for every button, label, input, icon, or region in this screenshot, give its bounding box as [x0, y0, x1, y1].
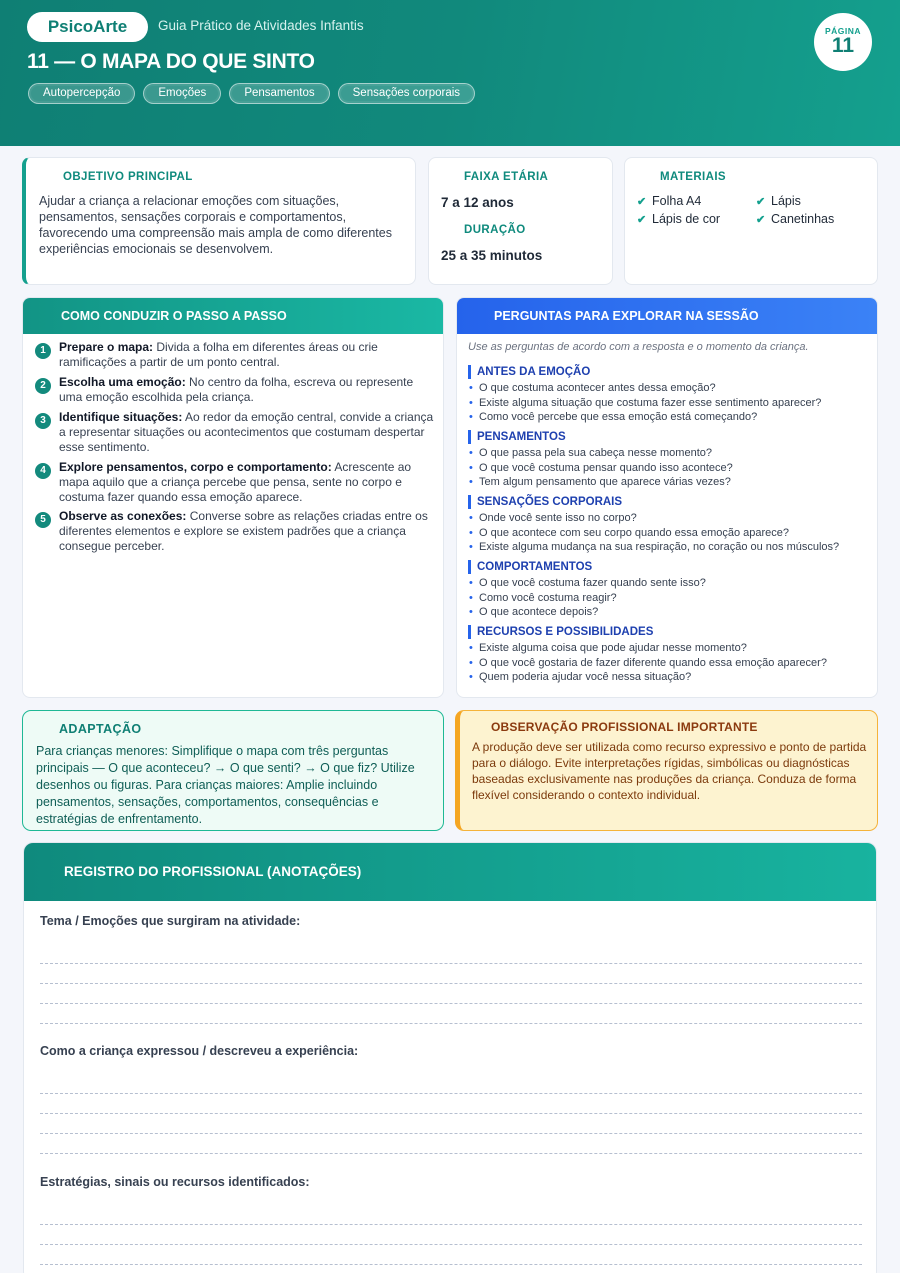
adaptation-text: Para crianças menores: Simplifique o mapa com três perguntas principais — O que aconteceu? → O que senti? → O que fiz? Utilize desenhos ou figuras. Para crianças maiores: Amplie incluindo pensamentos, sensações, comportamentos, consequências e estratégias de enfrentamento. — [36, 744, 415, 826]
question-item: • O que costuma acontecer antes dessa emoção? — [468, 381, 868, 396]
objective-card — [22, 157, 416, 285]
tag-sensacoes: Sensações corporais — [338, 83, 475, 104]
page-label: PÁGINA — [824, 26, 862, 36]
question-item: • Como você percebe que essa emoção está começando? — [468, 410, 868, 425]
step-body: Converse sobre as relações criadas entre os diferentes elementos e explore se existem padrões que a criança consegue perceber. — [59, 509, 428, 553]
step-number-badge: 3 — [35, 413, 51, 429]
objective-label: OBJETIVO PRINCIPAL — [63, 171, 193, 183]
steps-title: COMO CONDUZIR O PASSO A PASSO — [23, 298, 443, 334]
register-title: REGISTRO DO PROFISSIONAL (ANOTAÇÕES) — [24, 843, 876, 901]
question-item: • O que acontece depois? — [468, 605, 868, 620]
questions-title: PERGUNTAS PARA EXPLORAR NA SESSÃO — [457, 298, 877, 334]
question-item: • O que acontece com seu corpo quando essa emoção aparece? — [468, 526, 868, 541]
writing-line[interactable] — [40, 1004, 862, 1024]
section-title: COMPORTAMENTOS — [468, 560, 868, 574]
register-field-tema — [40, 914, 862, 1024]
questions-card — [456, 297, 878, 698]
tag-list — [28, 83, 475, 104]
step-body: Ao redor da emoção central, convide a criança a representar situações ou acontecimentos que costumam despertar esse sentimento. — [59, 410, 434, 454]
register-field-estrategias — [40, 1175, 862, 1273]
materials-list — [637, 194, 866, 226]
question-item: • Existe alguma situação que costuma fazer esse sentimento aparecer? — [468, 396, 868, 411]
tag-autopercepcao: Autopercepção — [28, 83, 135, 104]
section-title: SENSAÇÕES CORPORAIS — [468, 495, 868, 509]
page-title: 11 — O MAPA DO QUE SINTO — [27, 50, 315, 73]
check-icon: ✔ — [637, 213, 647, 226]
writing-line[interactable] — [40, 1205, 862, 1225]
writing-line[interactable] — [40, 1074, 862, 1094]
question-section-comportamentos — [468, 560, 868, 620]
brand-logo: PsicoArte — [27, 12, 148, 42]
step-item — [35, 509, 435, 554]
step-body: No centro da folha, escreva ou represente uma emoção escolhida pela criança. — [59, 375, 414, 404]
question-section-sensacoes — [468, 495, 868, 555]
age-label: FAIXA ETÁRIA — [464, 171, 549, 183]
tag-pensamentos: Pensamentos — [229, 83, 329, 104]
observation-text: A produção deve ser utilizada como recurso expressivo e ponto de partida para o diálogo. Evite interpretações rígidas, simbólicas ou diagnósticas baseadas exclusivamente nas produções da criança. Conduza de forma flexível considerando o contexto individual. — [472, 740, 867, 802]
register-field-expressao — [40, 1044, 862, 1154]
register-card — [23, 842, 877, 1273]
writing-line[interactable] — [40, 984, 862, 1004]
field-label: Como a criança expressou / descreveu a experiência: — [40, 1044, 359, 1058]
step-item — [35, 375, 435, 405]
question-item: • O que passa pela sua cabeça nesse momento? — [468, 446, 868, 461]
check-icon: ✔ — [756, 195, 766, 208]
writing-line[interactable] — [40, 1134, 862, 1154]
step-heading: Prepare o mapa: — [59, 340, 154, 354]
age-value: 7 a 12 anos — [441, 195, 514, 210]
materials-label: MATERIAIS — [660, 171, 726, 183]
question-item: • Onde você sente isso no corpo? — [468, 511, 868, 526]
step-text — [59, 460, 435, 505]
adaptation-card — [22, 710, 444, 831]
step-text — [59, 410, 435, 455]
section-title: PENSAMENTOS — [468, 430, 868, 444]
writing-line[interactable] — [40, 1245, 862, 1265]
page-badge — [814, 13, 872, 71]
question-item: • O que você costuma pensar quando isso acontece? — [468, 461, 868, 476]
material-label: Canetinhas — [771, 212, 835, 226]
question-item: • Existe alguma coisa que pode ajudar nesse momento? — [468, 641, 868, 656]
check-icon: ✔ — [756, 213, 766, 226]
writing-line[interactable] — [40, 1225, 862, 1245]
step-text — [59, 509, 435, 554]
observation-label: OBSERVAÇÃO PROFISSIONAL IMPORTANTE — [491, 720, 758, 734]
step-body: Divida a folha em diferentes áreas ou crie ramificações a partir de um ponto central. — [59, 340, 378, 369]
writing-line[interactable] — [40, 1114, 862, 1134]
step-heading: Observe as conexões: — [59, 509, 187, 523]
step-body: Acrescente ao mapa aquilo que a criança percebe que pensa, sente no corpo e costuma fazer quando essa emoção aparece. — [59, 460, 412, 504]
material-item — [756, 212, 866, 226]
field-label: Estratégias, sinais ou recursos identificados: — [40, 1175, 310, 1189]
question-section-recursos — [468, 625, 868, 685]
page-number: 11 — [831, 34, 855, 57]
question-item: • O que você costuma fazer quando sente isso? — [468, 576, 868, 591]
question-section-pensamentos — [468, 430, 868, 490]
question-item: • Quem poderia ajudar você nessa situação? — [468, 670, 868, 685]
material-item — [756, 194, 866, 208]
step-item — [35, 410, 435, 455]
step-number-badge: 5 — [35, 512, 51, 528]
step-text — [59, 340, 435, 370]
question-item: • Existe alguma mudança na sua respiração, no coração ou nos músculos? — [468, 540, 868, 555]
section-title: ANTES DA EMOÇÃO — [468, 365, 868, 379]
step-text — [59, 375, 435, 405]
writing-line[interactable] — [40, 1265, 862, 1273]
step-heading: Explore pensamentos, corpo e comportamento: — [59, 460, 332, 474]
question-item: • O que você gostaria de fazer diferente quando essa emoção aparecer? — [468, 656, 868, 671]
tag-emocoes: Emoções — [143, 83, 221, 104]
check-icon: ✔ — [637, 195, 647, 208]
steps-card — [22, 297, 444, 698]
step-number-badge: 4 — [35, 463, 51, 479]
page-header — [0, 0, 900, 146]
guide-subtitle: Guia Prático de Atividades Infantis — [158, 18, 364, 33]
material-label: Folha A4 — [652, 194, 702, 208]
age-card — [428, 157, 613, 285]
step-item — [35, 340, 435, 370]
section-title: RECURSOS E POSSIBILIDADES — [468, 625, 868, 639]
material-label: Lápis — [771, 194, 801, 208]
material-item — [637, 194, 756, 208]
step-heading: Identifique situações: — [59, 410, 183, 424]
material-label: Lápis de cor — [652, 212, 721, 226]
step-heading: Escolha uma emoção: — [59, 375, 186, 389]
observation-card — [455, 710, 878, 831]
adaptation-label: ADAPTAÇÃO — [59, 722, 142, 736]
materials-card — [624, 157, 878, 285]
writing-line[interactable] — [40, 964, 862, 984]
questions-intro: Use as perguntas de acordo com a resposta e o momento da criança. — [468, 341, 809, 353]
writing-line[interactable] — [40, 944, 862, 964]
question-item: • Tem algum pensamento que aparece várias vezes? — [468, 475, 868, 490]
step-number-badge: 2 — [35, 378, 51, 394]
material-item — [637, 212, 756, 226]
step-item — [35, 460, 435, 505]
duration-value: 25 a 35 minutos — [441, 248, 543, 263]
field-label: Tema / Emoções que surgiram na atividade: — [40, 914, 301, 928]
objective-text: Ajudar a criança a relacionar emoções com situações, pensamentos, sensações corporais e comportamentos, favorecendo uma compreensão mais ampla de como diferentes experiências emocionais se desenvolvem. — [39, 194, 392, 256]
duration-label: DURAÇÃO — [464, 224, 526, 236]
writing-line[interactable] — [40, 1094, 862, 1114]
step-number-badge: 1 — [35, 343, 51, 359]
question-item: • Como você costuma reagir? — [468, 591, 868, 606]
question-section-antes — [468, 365, 868, 425]
